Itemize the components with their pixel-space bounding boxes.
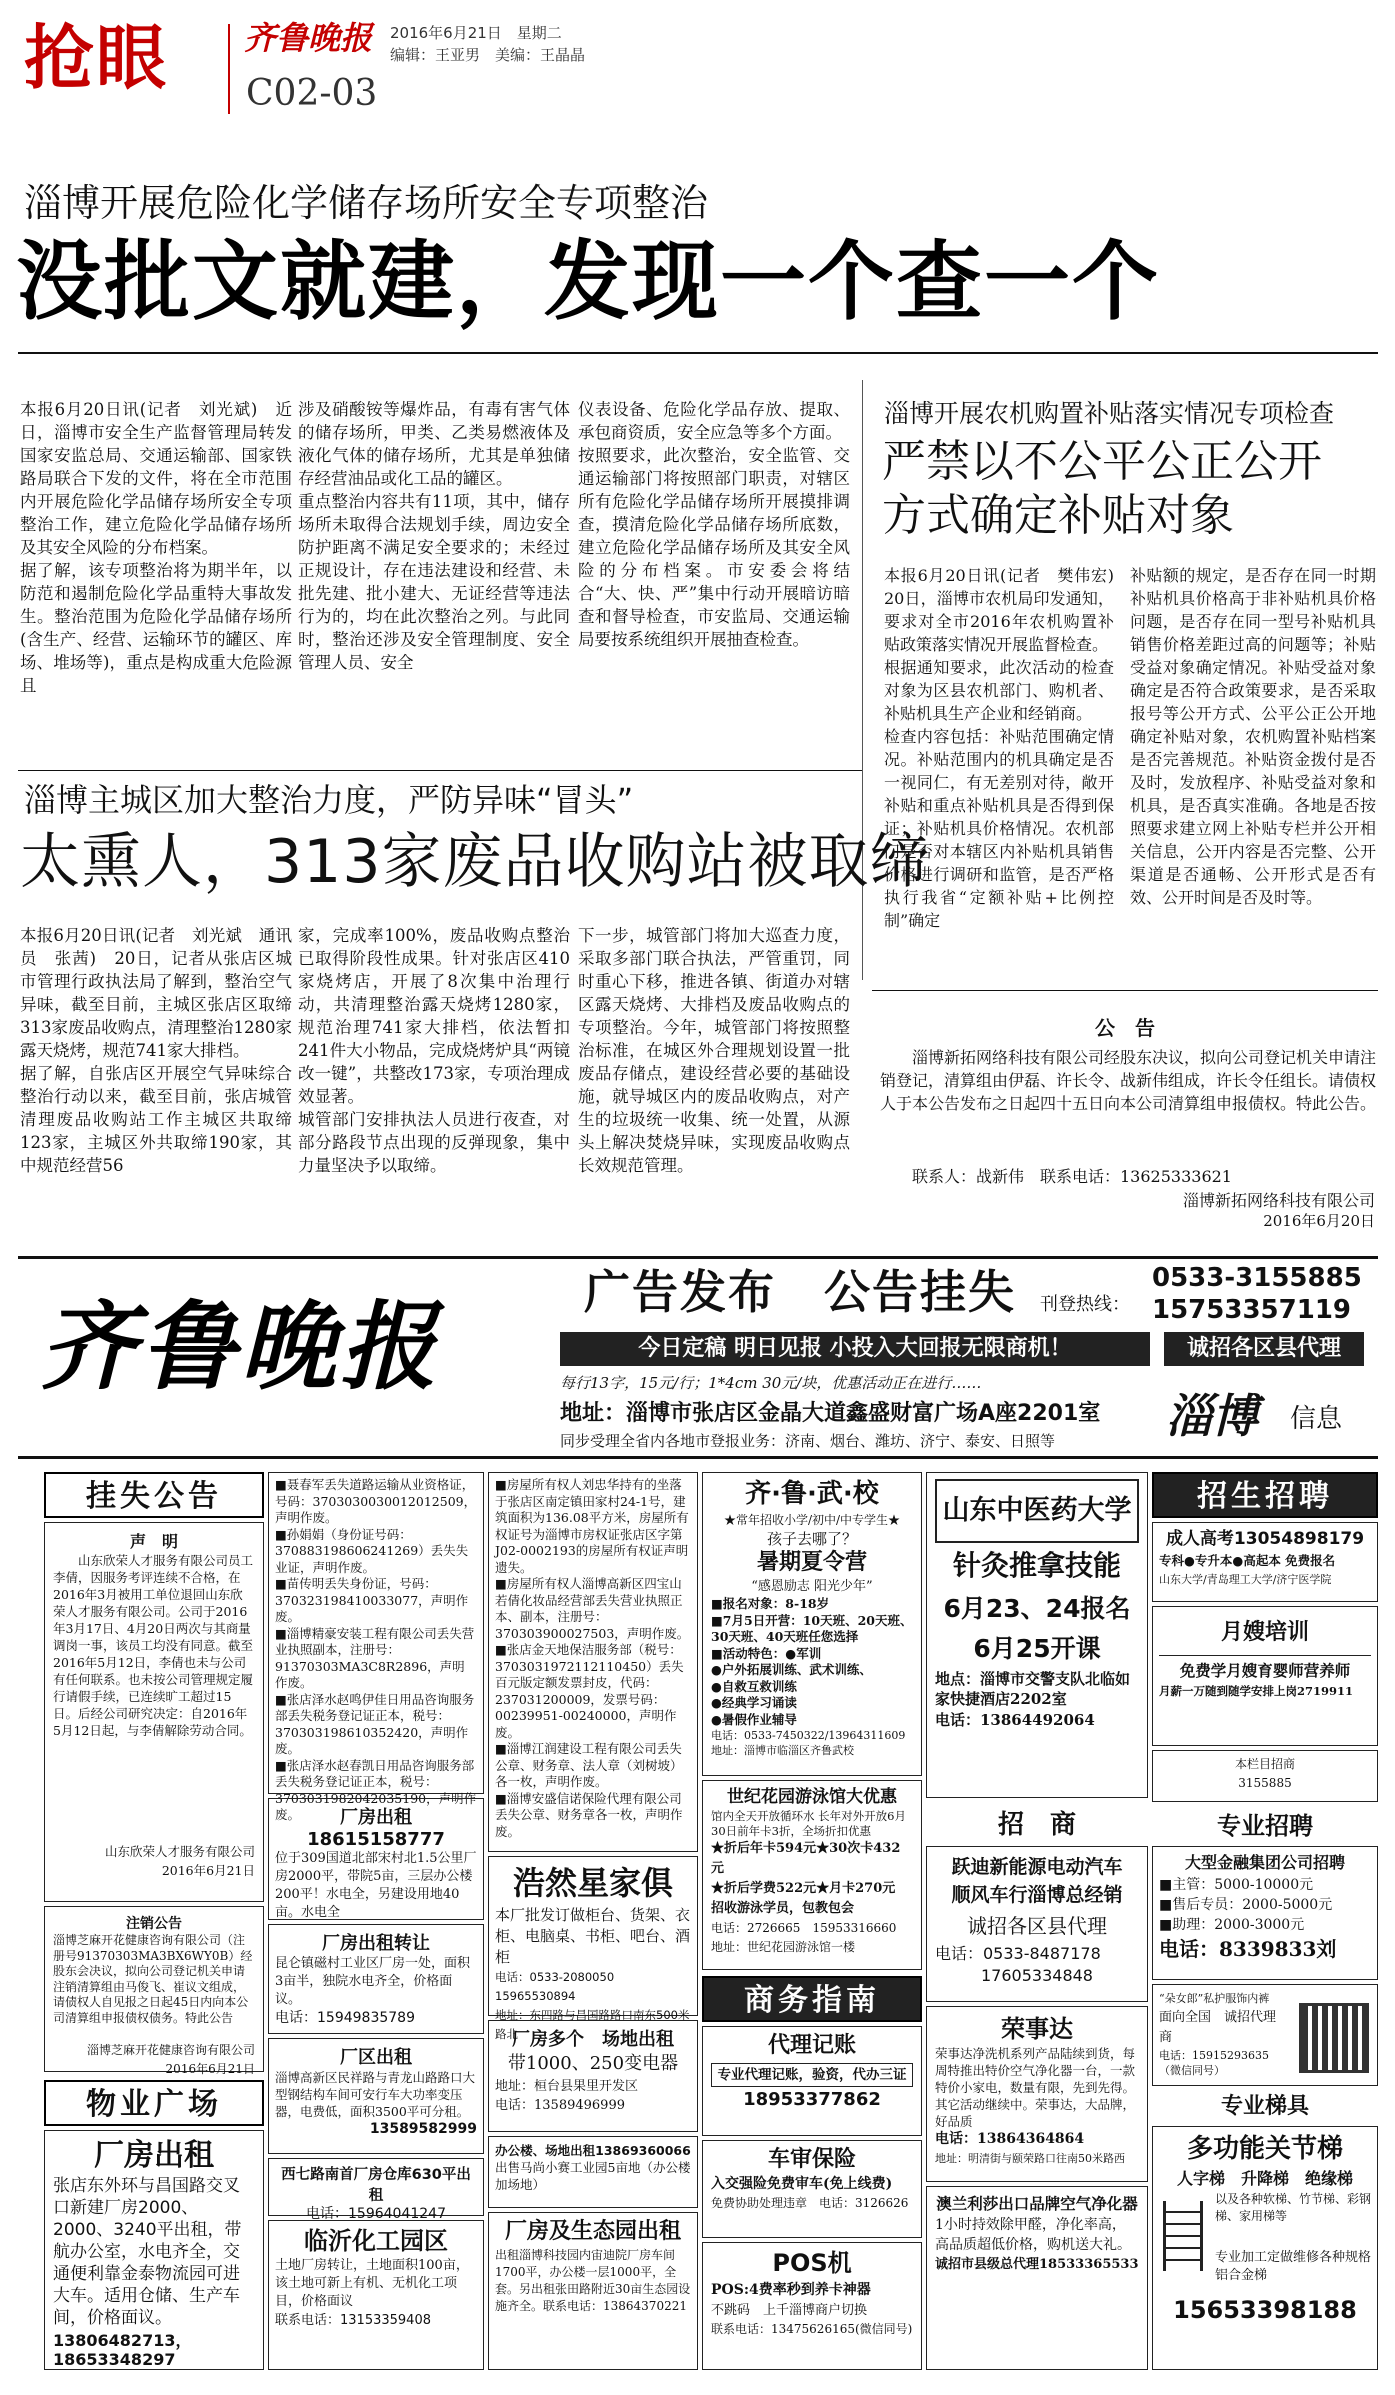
category-jobs: 专业招聘 [1217,1812,1313,1840]
ad-factory-transfer-body: 昆仑镇磁村工业区厂房一处，面积3亩半，独院水电齐全，价格面议。 [275,1956,471,2007]
ladders-sub: 人字梯 升降梯 绝缘梯 [1176,2169,1353,2188]
ladders-title: 多功能关节梯 [1186,2134,1343,2164]
notice-body: 淄博新拓网络科技有限公司经股东决议，拟向公司登记机关申请注销登记，清算组由伊磊、许长令、战新伟组成，许长令任组长。请债权人于本公告发布之日起四十五日向本公司清算组申报债权。特此公告。 [880,1048,1377,1113]
tcm-phone: 电话：13864492064 [935,1711,1095,1729]
article1-kicker: 淄博开展危险化学储存场所安全专项整治 [24,181,709,225]
school-phone: 电话：0533-7450322/13964311609 [711,1729,906,1742]
ad-ladders [1152,2126,1378,2370]
ad-accounting [702,2026,922,2136]
hotline-phone2: 15753357119 [1152,1295,1351,1325]
article3-col1: 本报6月20日讯(记者 刘光斌 通讯员 张茜) 20日，记者从张店区城市管理行政执法局了解到，整治空气异味，截至目前，主城区张店区取缔313家废品收购点，清理整治1280家露天烧烤，规范741家大排档。 据了解，自张店区开展空气异味综合整治行动以来，截至目前，张店城管清理废品收购站工作主城区共取缔123家，主城区外共取缔190家，其中规范经营56 [20,926,292,1175]
ad-office [488,2136,698,2208]
page-number: C02-03 [246,73,378,114]
article3-kicker: 淄博主城区加大整治力度，严防异味“冒头” [24,781,634,819]
ad-air-purifier [926,2186,1148,2370]
underwear-phone: 电话：15915293635（微信同号） [1159,2049,1269,2077]
pos-body: POS:4费率秒到养卡神器 [711,2282,871,2298]
category-investment: 招 商 [997,1810,1076,1840]
ad-chem-park [268,2220,484,2370]
vacancy-note: 本栏目招商 [1234,1757,1295,1771]
notice-1-title: 声 明 [129,1532,178,1551]
ad-swimming [702,1780,922,1970]
category-property: 物业广场 [44,2080,264,2126]
adult-exam-title: 成人高考13054898179 [1165,1529,1365,1549]
masthead-editors: 编辑：王亚男 美编：王晶晶 [390,46,586,64]
rongshida-body: 荣事达净洗机系列产品陆续到货，每周特推出特价空气净化器一台，一款特价小家电，数量有限，先到先得。其它活动继续中。荣事达，大品牌，好品质 [935,2046,1136,2129]
ad-office-body: 出售马尚小赛工业园5亩地（办公楼加场地） [495,2160,691,2192]
notice-2-sign: 淄博芝麻开花健康咨询有限公司 [86,2043,255,2057]
rule [18,1256,1378,1259]
ad-plant-rent [268,2038,484,2154]
pos-title: POS机 [772,2249,852,2277]
category-business: 商务指南 [702,1976,922,2022]
finance-items: ■主管：5000-10000元 ■售后专员：2000-5000元 ■助理：2000-3000元 [1159,1877,1333,1933]
notice-2-date: 2016年6月21日 [165,2062,255,2076]
agent-badge: 诚招各区县代理 [1164,1332,1364,1366]
brand-name: 淄博 [1166,1389,1258,1443]
section-title: 抢眼 [24,17,168,99]
school-sub: ★常年招收小学/初中/中专学生★ [723,1513,901,1527]
article2-col1: 本报6月20日讯(记者 樊伟宏) 20日，淄博市农机局印发通知，要求对全市2016年农机购置补贴政策落实情况开展监督检查。 根据通知要求，此次活动的检查对象为区县农机部门、购机者、补贴机具生产企业和经销商。 检查内容包括：补贴范围确定情况。补贴范围内的机具确定是否一视同仁，有无差别对待，敞开补贴和重点补贴机具是否得到保证；补贴机具价格情况。农机部门是否对本辖区内补贴机具销售价格进行调研和监管，是否严格执行我省“定额补贴+比例控制”确定 [884,566,1114,930]
accounting-body: 专业代理记账，验资，代办三证 [711,2063,913,2087]
underwear-mid: 面向全国 诚招代理商 [1159,2010,1277,2045]
classified-address: 地址：淄博市张店区金晶大道鑫盛财富广场A座2201室 [560,1401,1101,1426]
ladders-phone: 15653398188 [1173,2296,1357,2324]
ad-factory-rent [268,1798,484,1920]
notice-1-sign: 山东欣荣人才服务有限公司 [104,1844,255,1859]
masthead-date: 2016年6月21日 星期二 [390,24,562,42]
ad-eco-park [488,2212,698,2370]
lost-notices-col2 [268,1472,484,1822]
ad-rongshida [926,2006,1148,2182]
classified-slogan: 广告发布 公告挂失 [584,1265,1016,1319]
notice-1-body: 山东欣荣人才服务有限公司员工李倩，因服务考评连续不合格，在2016年3月被用工单位退回山东欣荣人才服务有限公司。公司于2016年3月17日、4月20日两次与其商量调岗一事，该员工均没有同意。截至2016年5月12日，李倩也未与公司有任何联系。也未按公司管理规定履行请假手续，已连续旷工超过15日。后经公司研究决定：自2016年5月12日起，与李倩解除劳动合同。 [53,1553,254,1738]
swim-items: ★折后年卡594元★30次卡432元 ★折后学费522元★月卡270元 招收游泳学员，包教包会 [711,1841,901,1916]
finance-phone: 电话：8339833刘 [1159,1937,1337,1961]
ad-pos [702,2242,922,2370]
ladders-body2: 专业加工定做维修各种规格铝合金梯 [1215,2250,1372,2283]
tcm-univ: 山东中医药大学 [935,1479,1139,1543]
ad-factory-rent-body: 位于309国道北部宋村北1.5公里厂房2000平，带院5亩，三层办公楼200平！水电全，另建设用地40亩。水电全 [275,1851,477,1920]
car-inspection-title: 车审保险 [767,2147,856,2172]
article1-col3: 仪表设备、危险化学品存放、提取、承包商资质，安全应急等多个方面。 按照要求，此次整治，安全监管、交通运输部门将按照部门职责，对辖区所有危险化学品储存场所开展摸排调查，摸清危险化学品储存场所底数，建立危险化学品储存场所及其安全风险的分布档案。市安委会将结合“大、快、严”集中行动开展暗访暗查和督导检查，市安监局、交通运输局要按系统组织开展抽查检查。 [578,400,850,649]
classified-price: 每行13字，15元/行；1*4cm 30元/块，优惠活动正在进行…… [560,1374,982,1392]
category-lost: 挂失公告 [44,1472,264,1518]
rongshida-addr: 地址：明清街与颐荣路口往南50米路西 [935,2152,1125,2165]
factory-ad-1-title: 厂房出租 [94,2138,214,2173]
ad-plant-rent-title: 厂区出租 [340,2047,412,2068]
ev-phone2: 17605334848 [981,1966,1093,1985]
ev-sub: 顺风车行淄博总经销 [951,1884,1123,1906]
classified-logo: 齐鲁晚报 [40,1290,440,1403]
vacancy-phone: 3155885 [1238,1776,1292,1790]
swim-addr: 地址：世纪花园游泳馆一楼 [711,1940,856,1954]
notice-box-2 [44,1906,264,2076]
qr-code-icon [1299,2003,1369,2073]
ev-agent: 诚招各区县代理 [967,1914,1107,1938]
lost-notices-col3 [488,1472,698,1852]
ad-sites-addr: 地址：桓台县果里开发区 [495,2079,639,2094]
car-inspection-sub: 免费协助处理违章 电话：3126626 [711,2196,909,2210]
adult-exam-body: 专科●专升本●高起本 免费报名 [1159,1553,1336,1568]
ad-factory-transfer-title: 厂房出租转让 [322,1933,430,1954]
ad-maternity [1152,1606,1378,1746]
factory-ad-1-body: 张店东外环与昌国路交叉口新建厂房2000、2000、3240平出租，带航办公室，水电齐全，交通便利靠金泰物流园可进大车。适用仓储、生产车间，价格面议。 [53,2176,242,2328]
air-body: 1小时持效除甲醛，净化率高，高品质超低价格，购机送大礼。 [935,2217,1131,2253]
ad-tcm-university [926,1472,1148,1798]
article1-col1: 本报6月20日讯(记者 刘光斌) 近日，淄博市安全生产监督管理局转发国家安监总局、交通运输部、国家铁路局联合下发的文件，将在全市范围内开展危险化学品储存场所安全专项整治工作，建立危险化学品储存场所及其安全风险的分布档案。 据了解，该专项整治将为期半年，以防范和遏制危险化学品重特大事故发生。整治范围为危险化学品储存场所(含生产、经营、运输环节的罐区、库场、堆场等)，重点是构成重大危险源且 [20,400,292,695]
tcm-start: 6月25开课 [973,1634,1101,1663]
swim-phone: 电话：2726665 15953316660 [711,1921,897,1935]
article2-col2: 补贴额的规定，是否存在同一时期补贴机具价格高于非补贴机具价格问题，是否存在同一型号补贴机具销售价格差距过高的问题等；补贴受益对象确定情况。补贴受益对象确定是否符合政策要求，是否采取报号等公开方式、公平公正公开地确定补贴对象，农机购置补贴档案是否完善规范。补贴资金拨付是否及时，发放程序、补贴受益对象和机具，是否真实准确。各地是否按照要求建立网上补贴专栏并公开相关信息，公开内容是否完整、公开渠道是否通畅、公开形式是否有效、公开时间是否及时等。 [1130,566,1376,907]
category-ladders: 专业梯具 [1220,2094,1309,2119]
article1-headline: 没批文就建，发现一个查一个 [16,232,1160,332]
notice-signer: 淄博新拓网络科技有限公司 [1182,1191,1375,1210]
ad-chem-park-title: 临沂化工园区 [304,2227,448,2255]
lost-notices-col2-body: ■聂春军丢失道路运输从业资格证，号码：370303003001201250​9，声明作废。 ■孙娟娟（身份证号码：370883198606241269）丢失失业证，声明作废。 ■苗传明丢失身份证，号码：370323198410033077，声明作废。 ■淄博精豪安装工程有限公司丢失营业执照副本，注册号：91370303MA3C8R2896，声明作废。 ■张店泽水赵鸣伊佳日用品咨询服务部丢失税务登记证正本，税号：370303198610352420，声明作废。 ■张店泽水赵春凯日用品咨询服务部丢失税务登记证正本，税号：370303198204203519​0，声明作废。 [275,1477,477,1822]
ad-warehouse-title: 西七路南首厂房仓库630平出租 [281,2167,471,2204]
notice-box-1 [44,1522,264,1902]
article3-col3: 下一步，城管部门将加大巡查力度，采取多部门联合执法，严管重罚，同时重心下移，推进各镇、街道办对辖区露天烧烤、大排档及废品收购点的专项整治。今年，城管部门将按照整治标准，在城区外合理规划设置一批废品存储点，建设经营必要的基础设施，就导城区内的废品收购点，对产生的垃圾统一收集、统一处置，从源头上解决焚烧异味，实现废品收购点长效规范管理。 [578,926,850,1175]
ladder-icon [1163,2201,1203,2271]
rongshida-title: 荣事达 [1001,2015,1073,2043]
rule [18,770,862,771]
accounting-title: 代理记账 [767,2033,856,2058]
ad-factory-transfer-phone: 电话：15949835789 [275,2010,415,2026]
ad-factory-rent-title: 厂房出租 18615158777 [307,1807,445,1850]
ad-furniture-phone: 电话：0533-2080050 15965530894 [495,1970,626,2003]
notice-date: 2016年6月20日 [1263,1212,1375,1230]
school-header: 齐·鲁·武·校 [745,1479,879,1509]
school-slogan: 孩子去哪了？ [766,1530,857,1548]
ev-title: 跃迪新能源电动汽车 [951,1856,1123,1878]
hotline-label: 刊登热线： [1040,1294,1130,1315]
swim-title: 世纪花园游泳馆大优惠 [727,1787,897,1807]
school-addr: 地址：淄博市临淄区齐鲁武校 [711,1744,854,1757]
car-inspection-body: 入交强险免费审车(免上线费) [711,2176,893,2192]
ad-martial-school [702,1472,922,1776]
article2-headline-line1: 严禁以不公平公正公开 [882,436,1322,487]
ladders-body: 以及各种软梯、竹节梯、彩钢梯、家用梯等 [1215,2192,1372,2223]
ad-office-title: 办公楼、场地出租13869360066 [495,2143,691,2158]
ad-adult-exam [1152,1522,1378,1602]
factory-ad-1 [44,2130,264,2370]
finance-title: 大型金融集团公司招聘 [1184,1853,1345,1872]
article3-headline: 太熏人，313家废品收购站被取缔 [20,827,931,897]
accounting-phone: 18953377862 [743,2089,881,2110]
swim-body: 馆内全天开放循环水 长年对外开放6月30日前年卡3折，全场折扣优惠 [711,1809,906,1838]
ad-furniture-addr: 地址：东四路与昌国路路口南东500米路北 [495,2008,690,2041]
paper-name-small: 齐鲁晚报 [244,19,373,57]
rule [872,990,1378,991]
factory-ad-1-phone: 13806482713，18653348297 [53,2331,192,2369]
underwear-top: “朵女郎”私护服饰内裤 [1159,1992,1270,2005]
ad-factory-transfer [268,1924,484,2034]
lost-notices-col3-body: ■房屋所有权人刘忠华持有的坐落于张店区南定镇田家村24-1号，建筑面积为136.08平方米，房屋所有权证号为淄博市房权证张店区字第J02-0002193的房屋所有权证声明遗失。 ■房屋所有权人淄博高新区四宝山若倩化妆品经营部丢失营业执照正本、副本，注册号：370303900027503，声明作废。 ■张店金天地保洁服务部（税号：370303197211211045​0）丢失百元版定额发票封皮，代码：237031200009，发票号码：00239951-00240000，声明作废。 ■淄博江润建设工程有限公司丢失公章、财务章、法人章（刘树坡）各一枚，声明作废。 ■淄博安盛信诺保险代理有限公司丢失公章、财务章各一枚，声明作废。 [495,1477,690,1839]
pos-phone: 联系电话：13475626165(微信同号) [711,2322,913,2336]
tcm-place: 地点：淄博市交警支队北临如家快捷酒店2202室 [935,1670,1131,1708]
notice-1-date: 2016年6月21日 [161,1863,255,1878]
ad-sites-body: 带1000、250变电器 [507,2053,679,2074]
ad-plant-rent-phone: 13589582999 [369,2121,477,2137]
notice-2-body: 淄博芝麻开花健康咨询有限公司（注册号91370303MA3BX6WY0B）经股东会决议，拟向公司登记机关申请注销清算组由马俊飞、崔议文组成，请债权人自见报之日起45日内向本公司清算组申报债权债务。特此公告 [53,1933,253,2025]
notice-2-title: 注销公告 [126,1916,182,1932]
brand-sub: 信息 [1290,1404,1343,1434]
classified-strip: 今日定稿 明日见报 小投入大回报无限商机！ [560,1332,1150,1366]
category-recruit: 招生招聘 [1152,1472,1378,1518]
masthead-divider [228,24,230,114]
school-camp: 暑期夏令营 [756,1550,867,1575]
article3-col2: 家，完成率100%，废品收购点整治已取得阶段性成果。针对张店区410家烧烤店，开展了8次集中治理行动，共清理整治露天烧烤1280家，规范治理741家大排档，依法暂扣241件大小物品，完成烧烤炉具“两镜改一键”，共整改173家，专项治理成效显著。 城管部门安排执法人员进行夜查，对部分路段节点出现的反弹现象，集中力量坚决予以取缔。 [298,926,570,1175]
rule [18,352,1378,354]
hotline-phone1: 0533-3155885 [1152,1263,1362,1293]
ad-sites-phone: 电话：13589496999 [495,2098,625,2113]
ad-furniture-title: 浩然星家俱 [512,1864,673,1902]
adult-exam-sub: 山东大学/青岛理工大学/济宁医学院 [1159,1573,1332,1586]
ad-warehouse-phone: 电话：15964041247 [306,2206,446,2222]
ad-eco-park-title: 厂房及生态园出租 [504,2219,681,2244]
ev-phone: 电话：0533-8487178 [935,1944,1101,1963]
ad-plant-rent-body: 淄博高新区民祥路与青龙山路路口大型钢结构车间可安行车大功率变压器，电费低，面积3500平可分租。 [275,2070,476,2119]
pos-sub: 不跳码 上千淄博商户切换 [711,2303,868,2318]
article1-col2: 涉及硝酸铵等爆炸品，有毒有害气体的储存场所，甲类、乙类易燃液体及液化气体的储存场所，尤其是单独储存经营油品或化工品的罐区。 重点整治内容共有11项，其中，储存场所未取得合法规划手续，周边安全防护距离不满足安全要求的；未经过正规设计，存在违法建设和经营、未批先建、批小建大、无证经营等违法行为的，均在此次整治之列。与此同时，整治还涉及安全管理制度、安全管理人员、安全 [298,400,570,672]
ad-underwear [1152,1984,1378,2086]
air-title: 澳兰利莎出口品牌空气净化器 [936,2195,1138,2213]
rongshida-phone: 电话：13864364864 [935,2131,1085,2147]
ad-sites [488,2020,698,2132]
article2-headline-line2: 方式确定补贴对象 [882,490,1234,541]
ad-furniture-body: 本厂批发订做柜台、货架、衣柜、电脑桌、书柜、吧台、酒柜 [495,1906,691,1966]
school-motto: “感恩励志 阳光少年” [751,1579,873,1594]
rule [18,1456,1378,1459]
ad-sites-title: 厂房多个 场地出租 [512,2029,674,2050]
ad-finance-group [1152,1846,1378,1980]
ad-car-inspection [702,2140,922,2238]
ad-column-vacancy [1152,1750,1378,1802]
tcm-enroll: 6月23、24报名 [943,1594,1131,1623]
article2-kicker: 淄博开展农机购置补贴落实情况专项检查 [884,399,1335,428]
school-items: ■报名对象：8-18岁 ■7月5日开营：10天班、20天班、30天班、40天班任您选择 ■活动特色：●军训 ●户外拓展训练、武术训练、 ●自救互救训练 ●经典学习诵读 ●暑假作业辅导 [711,1596,913,1727]
maternity-title: 月嫂培训 [1220,1620,1309,1645]
maternity-sub: 月薪一万随到随学安排上岗2719911 [1159,1684,1354,1698]
ad-ev [926,1846,1148,2002]
air-phone: 诚招市县级总代理18533365533 [935,2257,1139,2272]
ad-eco-park-body: 出租淄博科技园内宙迪院厂房车间1700平，办公楼一层1000平，全套。另出租张田路附近30亩生态园设施齐全。联系电话：13864370221 [495,2248,691,2313]
maternity-body: 免费学月嫂育婴师营养师 [1159,1655,1371,1682]
ad-chem-park-phone: 联系电话：13153359408 [275,2313,431,2328]
tcm-course: 针灸推拿技能 [952,1549,1121,1582]
ad-warehouse [268,2158,484,2222]
ad-chem-park-body: 土地厂房转让，土地面积100亩，该土地可新上有机、无机化工项目，价格面议 [275,2258,469,2309]
notice-title: 公 告 [1095,1016,1155,1040]
notice-contact: 联系人：战新伟 联系电话：13625333621 [912,1167,1232,1186]
classified-sync: 同步受理全省内各地市登报业务：济南、烟台、潍坊、济宁、泰安、日照等 [560,1432,1056,1450]
